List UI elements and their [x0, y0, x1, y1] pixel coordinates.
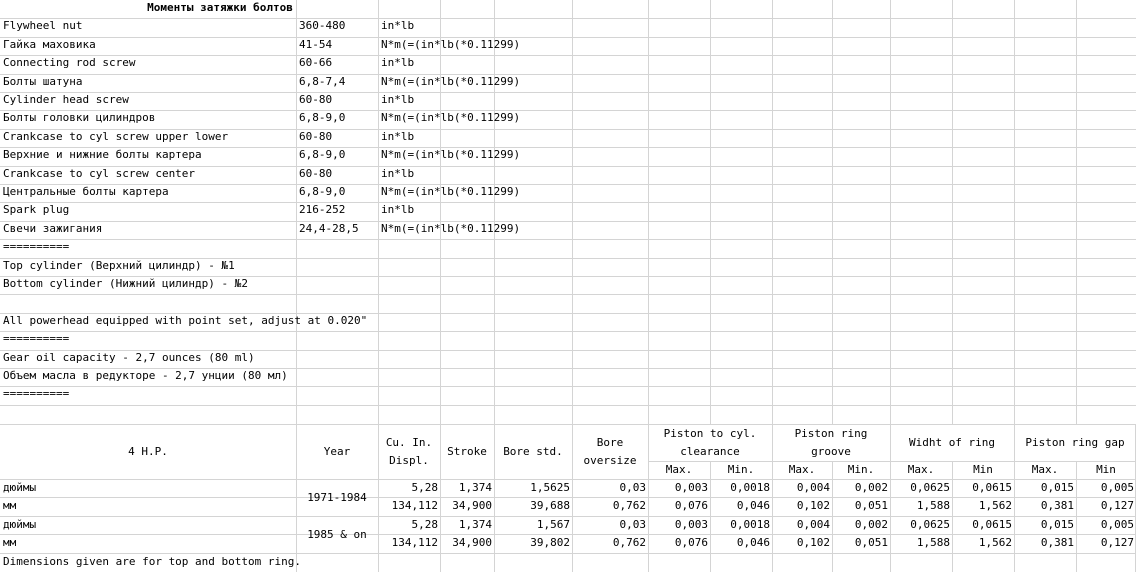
torque-name[interactable]: Flywheel nut — [3, 19, 83, 32]
data-cell[interactable]: 0,005 — [1100, 518, 1134, 531]
data-cell[interactable]: 34,900 — [452, 536, 492, 549]
header-year[interactable]: Year — [323, 444, 351, 458]
data-cell[interactable]: 1,562 — [978, 536, 1012, 549]
data-cell[interactable]: 39,688 — [530, 499, 570, 512]
data-cell[interactable]: 0,127 — [1100, 536, 1134, 549]
separator[interactable]: ========== — [3, 332, 70, 345]
torque-unit[interactable]: in*lb — [381, 93, 415, 106]
note-gear-oil-en[interactable]: Gear oil capacity - 2,7 ounces (80 ml) — [3, 351, 255, 364]
torque-name[interactable]: Болты шатуна — [3, 75, 83, 88]
data-cell[interactable]: 1,567 — [536, 518, 570, 531]
subheader-cell[interactable]: Max. — [907, 463, 935, 476]
header-ring-groove[interactable]: Piston ring groove — [794, 426, 868, 458]
torque-value[interactable]: 6,8-9,0 — [299, 111, 346, 124]
header-ring-width[interactable]: Widht of ring — [908, 435, 996, 449]
data-cell[interactable]: 1,5625 — [530, 481, 570, 494]
torque-unit[interactable]: N*m(=(in*lb(*0.11299) — [381, 148, 521, 161]
data-cell[interactable]: 5,28 — [411, 518, 438, 531]
data-cell[interactable]: 0,003 — [674, 481, 708, 494]
data-cell[interactable]: 0,0018 — [730, 518, 770, 531]
torque-unit[interactable]: in*lb — [381, 167, 415, 180]
data-cell[interactable]: 1,588 — [916, 499, 950, 512]
torque-value[interactable]: 6,8-9,0 — [299, 185, 346, 198]
torque-name[interactable]: Свечи зажигания — [3, 222, 103, 235]
unit-label[interactable]: мм — [3, 499, 17, 512]
unit-label[interactable]: мм — [3, 536, 17, 549]
header-model[interactable]: 4 H.P. — [128, 444, 168, 458]
torque-name[interactable]: Spark plug — [3, 203, 70, 216]
gridline — [952, 0, 953, 424]
header-displacement[interactable]: Cu. In. Displ. — [385, 435, 433, 467]
data-cell[interactable]: 39,802 — [530, 536, 570, 549]
data-cell[interactable]: 0,015 — [1040, 518, 1074, 531]
data-cell[interactable]: 0,762 — [612, 536, 646, 549]
sheet-title[interactable]: Моменты затяжки болтов — [147, 1, 293, 14]
data-cell[interactable]: 0,0625 — [910, 518, 950, 531]
header-ring-gap[interactable]: Piston ring gap — [1025, 435, 1125, 449]
torque-value[interactable]: 60-80 — [299, 167, 333, 180]
data-cell[interactable]: 0,046 — [736, 499, 770, 512]
torque-name[interactable]: Crankcase to cyl screw center — [3, 167, 196, 180]
data-cell[interactable]: 0,076 — [674, 536, 708, 549]
data-cell[interactable]: 0,381 — [1040, 499, 1074, 512]
data-cell[interactable]: 0,03 — [619, 518, 646, 531]
torque-value[interactable]: 6,8-7,4 — [299, 75, 346, 88]
data-cell[interactable]: 0,102 — [796, 499, 830, 512]
subheader-cell[interactable]: Min. — [847, 463, 875, 476]
data-cell[interactable]: 0,046 — [736, 536, 770, 549]
data-cell[interactable]: 5,28 — [411, 481, 438, 494]
torque-value[interactable]: 24,4-28,5 — [299, 222, 359, 235]
separator[interactable]: ========== — [3, 387, 70, 400]
data-cell[interactable]: 0,003 — [674, 518, 708, 531]
subheader-cell[interactable]: Max. — [1031, 463, 1059, 476]
torque-value[interactable]: 60-66 — [299, 56, 333, 69]
torque-unit[interactable]: N*m(=(in*lb(*0.11299) — [381, 185, 521, 198]
data-cell[interactable]: 1,374 — [458, 518, 492, 531]
data-cell[interactable]: 0,004 — [796, 518, 830, 531]
data-cell[interactable]: 0,051 — [854, 499, 888, 512]
note-gear-oil-ru[interactable]: Объем масла в редукторе - 2,7 унции (80 мл) — [3, 369, 288, 382]
data-cell[interactable]: 0,0615 — [972, 481, 1012, 494]
data-cell[interactable]: 0,127 — [1100, 499, 1134, 512]
data-cell[interactable]: 0,002 — [854, 518, 888, 531]
data-cell[interactable]: 0,0625 — [910, 481, 950, 494]
data-cell[interactable]: 134,112 — [391, 536, 438, 549]
gridline — [832, 0, 833, 424]
torque-value[interactable]: 60-80 — [299, 130, 333, 143]
subheader-cell[interactable]: Min — [973, 463, 993, 476]
torque-unit[interactable]: N*m(=(in*lb(*0.11299) — [381, 111, 521, 124]
gridline — [0, 405, 1136, 406]
subheader-cell[interactable]: Max. — [665, 463, 693, 476]
torque-name[interactable]: Верхние и нижние болты картера — [3, 148, 202, 161]
data-cell[interactable]: 0,03 — [619, 481, 646, 494]
data-cell[interactable]: 34,900 — [452, 499, 492, 512]
torque-name[interactable]: Connecting rod screw — [3, 56, 136, 69]
gridline — [1076, 0, 1077, 424]
torque-value[interactable]: 216-252 — [299, 203, 346, 216]
data-cell[interactable]: 1,374 — [458, 481, 492, 494]
torque-unit[interactable]: in*lb — [381, 130, 415, 143]
torque-unit[interactable]: N*m(=(in*lb(*0.11299) — [381, 75, 521, 88]
gridline — [710, 0, 711, 424]
subheader-cell[interactable]: Max. — [788, 463, 816, 476]
torque-value[interactable]: 6,8-9,0 — [299, 148, 346, 161]
subheader-cell[interactable]: Min — [1096, 463, 1116, 476]
year-cell[interactable]: 1971-1984 — [307, 490, 367, 504]
gridline — [0, 294, 1136, 295]
data-cell[interactable]: 0,0018 — [730, 481, 770, 494]
data-cell[interactable]: 0,004 — [796, 481, 830, 494]
header-bore-oversize[interactable]: Bore oversize — [583, 435, 637, 467]
torque-name[interactable]: Болты головки цилиндров — [3, 111, 156, 124]
torque-name[interactable]: Гайка маховика — [3, 38, 96, 51]
header-stroke[interactable]: Stroke — [447, 444, 487, 458]
header-piston-clearance[interactable]: Piston to cyl. clearance — [663, 426, 757, 458]
data-cell[interactable]: 1,562 — [978, 499, 1012, 512]
data-cell[interactable]: 0,0615 — [972, 518, 1012, 531]
torque-value[interactable]: 360-480 — [299, 19, 346, 32]
data-cell[interactable]: 0,102 — [796, 536, 830, 549]
table-footnote[interactable]: Dimensions given are for top and bottom ring. — [3, 555, 302, 568]
data-cell[interactable]: 1,588 — [916, 536, 950, 549]
unit-label[interactable]: дюймы — [3, 518, 37, 531]
unit-label[interactable]: дюймы — [3, 481, 37, 494]
torque-value[interactable]: 60-80 — [299, 93, 333, 106]
gridline — [890, 0, 891, 424]
torque-unit[interactable]: N*m(=(in*lb(*0.11299) — [381, 38, 521, 51]
data-cell[interactable]: 0,015 — [1040, 481, 1074, 494]
note-bottom-cylinder[interactable]: Bottom cylinder (Нижний цилиндр) - №2 — [3, 277, 249, 290]
data-cell[interactable]: 0,762 — [612, 499, 646, 512]
torque-name[interactable]: Crankcase to cyl screw upper lower — [3, 130, 229, 143]
torque-name[interactable]: Центральные болты картера — [3, 185, 169, 198]
torque-unit[interactable]: in*lb — [381, 203, 415, 216]
data-cell[interactable]: 0,002 — [854, 481, 888, 494]
data-cell[interactable]: 0,051 — [854, 536, 888, 549]
subheader-cell[interactable]: Min. — [727, 463, 755, 476]
separator[interactable]: ========== — [3, 240, 70, 253]
header-bore-std[interactable]: Bore std. — [503, 444, 563, 458]
torque-unit[interactable]: in*lb — [381, 56, 415, 69]
data-cell[interactable]: 134,112 — [391, 499, 438, 512]
data-cell[interactable]: 0,005 — [1100, 481, 1134, 494]
torque-unit[interactable]: in*lb — [381, 19, 415, 32]
torque-name[interactable]: Cylinder head screw — [3, 93, 129, 106]
gridline — [1014, 0, 1015, 424]
torque-unit[interactable]: N*m(=(in*lb(*0.11299) — [381, 222, 521, 235]
torque-value[interactable]: 41-54 — [299, 38, 333, 51]
gridline — [772, 0, 773, 424]
note-top-cylinder[interactable]: Top cylinder (Верхний цилиндр) - №1 — [3, 259, 235, 272]
note-point-set[interactable]: All powerhead equipped with point set, adjust at 0.020" — [3, 314, 368, 327]
year-cell[interactable]: 1985 & on — [307, 527, 367, 541]
data-cell[interactable]: 0,076 — [674, 499, 708, 512]
data-cell[interactable]: 0,381 — [1040, 536, 1074, 549]
